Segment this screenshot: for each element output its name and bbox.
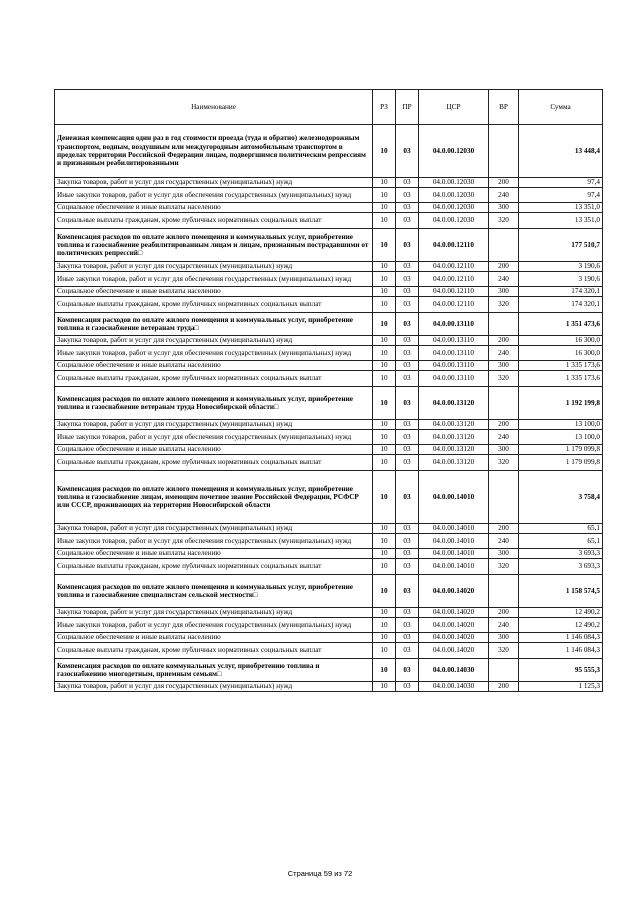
cell-vr: 300 [489,633,519,643]
cell-rz: 10 [373,633,396,643]
cell-name: Социальные выплаты гражданам, кроме публичных нормативных социальных выплат [55,371,373,387]
cell-pr: 03 [396,346,419,361]
cell-sum: 16 300,0 [519,346,603,361]
cell-vr: 200 [489,262,519,272]
cell-vr: 200 [489,608,519,618]
cell-sum: 1 146 084,3 [519,643,603,659]
cell-rz: 10 [373,643,396,659]
document-page [54,89,602,692]
cell-name: Компенсация расходов по оплате жилого помещения и коммунальных услуг, приобретение топлива и газоснабжение ветеранам труда□ [55,313,373,336]
header-csr: ЦСР [419,90,489,125]
table-row [55,272,603,287]
cell-sum: 1 158 574,5 [519,575,603,608]
cell-sum: 13 351,0 [519,203,603,213]
cell-rz: 10 [373,188,396,203]
cell-csr: 04.0.00.14020 [419,633,489,643]
cell-vr [489,659,519,682]
cell-sum: 65,1 [519,524,603,534]
cell-csr: 04.0.00.14020 [419,643,489,659]
cell-pr: 03 [396,336,419,346]
cell-sum: 1 351 473,6 [519,313,603,336]
cell-sum: 95 555,3 [519,659,603,682]
table-row [55,534,603,549]
cell-vr: 320 [489,643,519,659]
cell-name: Социальные выплаты гражданам, кроме публичных нормативных социальных выплат [55,455,373,471]
cell-csr: 04.0.00.13120 [419,420,489,430]
cell-rz: 10 [373,229,396,262]
cell-pr: 03 [396,659,419,682]
cell-rz: 10 [373,371,396,387]
table-row-section [55,229,603,262]
cell-rz: 10 [373,430,396,445]
cell-vr: 200 [489,336,519,346]
cell-pr: 03 [396,643,419,659]
cell-rz: 10 [373,445,396,455]
table-row [55,262,603,272]
cell-sum: 13 448,4 [519,125,603,178]
cell-csr: 04.0.00.12030 [419,213,489,229]
table-row-section [55,659,603,682]
cell-sum: 13 100,0 [519,420,603,430]
cell-csr: 04.0.00.13110 [419,313,489,336]
cell-name: Социальные выплаты гражданам, кроме публичных нормативных социальных выплат [55,213,373,229]
cell-pr: 03 [396,387,419,420]
cell-rz: 10 [373,659,396,682]
table-row [55,420,603,430]
cell-pr: 03 [396,125,419,178]
cell-csr: 04.0.00.14010 [419,534,489,549]
cell-rz: 10 [373,125,396,178]
cell-sum: 1 125,3 [519,682,603,692]
cell-rz: 10 [373,313,396,336]
cell-pr: 03 [396,455,419,471]
cell-name: Социальное обеспечение и иные выплаты населению [55,549,373,559]
cell-csr: 04.0.00.13120 [419,445,489,455]
cell-name: Иные закупки товаров, работ и услуг для обеспечения государственных (муниципальных) нужд [55,430,373,445]
cell-name: Социальные выплаты гражданам, кроме публичных нормативных социальных выплат [55,643,373,659]
cell-vr: 320 [489,213,519,229]
cell-sum: 1 192 199,8 [519,387,603,420]
cell-vr: 240 [489,188,519,203]
table-row [55,524,603,534]
cell-csr: 04.0.00.12110 [419,297,489,313]
cell-sum: 3 190,6 [519,262,603,272]
cell-vr: 240 [489,430,519,445]
table-row [55,643,603,659]
cell-vr: 240 [489,346,519,361]
table-row [55,445,603,455]
cell-rz: 10 [373,336,396,346]
cell-csr: 04.0.00.14010 [419,559,489,575]
cell-name: Закупка товаров, работ и услуг для государственных (муниципальных) нужд [55,608,373,618]
table-row [55,213,603,229]
cell-csr: 04.0.00.14030 [419,659,489,682]
cell-name: Социальные выплаты гражданам, кроме публичных нормативных социальных выплат [55,297,373,313]
cell-name: Компенсация расходов по оплате жилого помещения и коммунальных услуг, приобретение топлива и газоснабжение реабилитированным лицам и лицам, признанным пострадавшими от политических репрессий□ [55,229,373,262]
cell-name: Денежная компенсация один раз в год стоимости проезда (туда и обратно) железнодорожным транспортом, водным, воздушным или междугородным автомобильным транспортом в пределах территории Российской Федерации лицам, подвергшимся политическим репрессиям и признанным реабилитированными [55,125,373,178]
cell-rz: 10 [373,608,396,618]
cell-csr: 04.0.00.13120 [419,387,489,420]
table-row [55,633,603,643]
header-vr: ВР [489,90,519,125]
header-rz: РЗ [373,90,396,125]
cell-sum: 174 320,1 [519,297,603,313]
cell-rz: 10 [373,346,396,361]
cell-vr: 300 [489,203,519,213]
table-row [55,203,603,213]
cell-vr [489,125,519,178]
cell-pr: 03 [396,682,419,692]
page-footer: Страница 59 из 72 [287,869,353,878]
cell-name: Закупка товаров, работ и услуг для государственных (муниципальных) нужд [55,178,373,188]
cell-pr: 03 [396,575,419,608]
table-row-section [55,313,603,336]
cell-pr: 03 [396,361,419,371]
table-row [55,455,603,471]
cell-rz: 10 [373,272,396,287]
header-name: Наименование [55,90,373,125]
table-row [55,346,603,361]
cell-pr: 03 [396,371,419,387]
cell-vr: 240 [489,534,519,549]
cell-vr: 240 [489,618,519,633]
cell-csr: 04.0.00.12030 [419,178,489,188]
cell-sum: 1 146 084,3 [519,633,603,643]
cell-csr: 04.0.00.12110 [419,287,489,297]
table-header-row [55,90,603,125]
table-row-section [55,575,603,608]
cell-name: Иные закупки товаров, работ и услуг для обеспечения государственных (муниципальных) нужд [55,346,373,361]
cell-vr: 200 [489,524,519,534]
cell-name: Социальное обеспечение и иные выплаты населению [55,203,373,213]
cell-csr: 04.0.00.14010 [419,471,489,524]
cell-pr: 03 [396,430,419,445]
cell-rz: 10 [373,287,396,297]
cell-sum: 3 190,6 [519,272,603,287]
cell-csr: 04.0.00.12030 [419,125,489,178]
cell-pr: 03 [396,313,419,336]
cell-sum: 174 320,1 [519,287,603,297]
table-row [55,336,603,346]
table-row [55,297,603,313]
table-row [55,188,603,203]
table-row [55,608,603,618]
cell-csr: 04.0.00.14020 [419,618,489,633]
table-row [55,618,603,633]
table-row [55,287,603,297]
cell-vr [489,229,519,262]
cell-sum: 1 335 173,6 [519,361,603,371]
cell-csr: 04.0.00.14010 [419,549,489,559]
cell-csr: 04.0.00.12030 [419,188,489,203]
cell-name: Закупка товаров, работ и услуг для государственных (муниципальных) нужд [55,524,373,534]
cell-name: Закупка товаров, работ и услуг для государственных (муниципальных) нужд [55,682,373,692]
cell-rz: 10 [373,618,396,633]
cell-csr: 04.0.00.12030 [419,203,489,213]
cell-csr: 04.0.00.13120 [419,455,489,471]
cell-pr: 03 [396,213,419,229]
cell-vr [489,313,519,336]
cell-name: Социальное обеспечение и иные выплаты населению [55,633,373,643]
cell-pr: 03 [396,445,419,455]
table-row [55,559,603,575]
cell-pr: 03 [396,272,419,287]
cell-vr: 300 [489,549,519,559]
cell-sum: 1 179 099,8 [519,455,603,471]
cell-rz: 10 [373,524,396,534]
cell-name: Социальное обеспечение и иные выплаты населению [55,287,373,297]
cell-csr: 04.0.00.13110 [419,361,489,371]
cell-sum: 3 693,3 [519,559,603,575]
cell-csr: 04.0.00.14010 [419,524,489,534]
cell-sum: 12 490,2 [519,608,603,618]
cell-pr: 03 [396,524,419,534]
cell-vr [489,387,519,420]
cell-vr: 320 [489,455,519,471]
table-row [55,430,603,445]
cell-sum: 97,4 [519,188,603,203]
cell-rz: 10 [373,387,396,420]
cell-vr: 320 [489,297,519,313]
cell-pr: 03 [396,297,419,313]
cell-pr: 03 [396,262,419,272]
table-body [55,125,603,692]
cell-pr: 03 [396,287,419,297]
table-row-section [55,125,603,178]
table-row-section [55,387,603,420]
cell-csr: 04.0.00.13110 [419,371,489,387]
cell-vr: 200 [489,682,519,692]
cell-csr: 04.0.00.14020 [419,575,489,608]
table-row [55,371,603,387]
cell-vr: 240 [489,272,519,287]
cell-pr: 03 [396,203,419,213]
cell-name: Компенсация расходов по оплате жилого помещения и коммунальных услуг, приобретение топлива и газоснабжение ветеранам труда Новосибирской области□ [55,387,373,420]
cell-rz: 10 [373,682,396,692]
cell-vr: 300 [489,445,519,455]
cell-csr: 04.0.00.13110 [419,336,489,346]
cell-rz: 10 [373,297,396,313]
cell-vr [489,575,519,608]
cell-vr: 300 [489,287,519,297]
cell-rz: 10 [373,471,396,524]
cell-rz: 10 [373,559,396,575]
table-row [55,549,603,559]
cell-pr: 03 [396,534,419,549]
cell-name: Компенсация расходов по оплате жилого помещения и коммунальных услуг, приобретение топлива и газоснабжение специалистам сельской местности□ [55,575,373,608]
cell-pr: 03 [396,608,419,618]
cell-name: Иные закупки товаров, работ и услуг для обеспечения государственных (муниципальных) нужд [55,272,373,287]
cell-pr: 03 [396,618,419,633]
cell-pr: 03 [396,229,419,262]
cell-pr: 03 [396,549,419,559]
cell-name: Компенсация расходов по оплате жилого помещения и коммунальных услуг, приобретение топлива и газоснабжение лицам, имеющим почетное звание Российской Федерации, РСФСР или СССР, проживающих на территории Новосибирской области [55,471,373,524]
cell-sum: 16 300,0 [519,336,603,346]
budget-table [54,89,603,692]
cell-vr: 320 [489,559,519,575]
cell-vr: 200 [489,420,519,430]
cell-pr: 03 [396,420,419,430]
table-row [55,682,603,692]
cell-rz: 10 [373,361,396,371]
cell-rz: 10 [373,178,396,188]
cell-rz: 10 [373,455,396,471]
cell-rz: 10 [373,575,396,608]
cell-sum: 13 100,0 [519,430,603,445]
cell-rz: 10 [373,213,396,229]
table-row-section [55,471,603,524]
cell-sum: 97,4 [519,178,603,188]
cell-sum: 3 758,4 [519,471,603,524]
cell-csr: 04.0.00.13110 [419,346,489,361]
cell-rz: 10 [373,262,396,272]
cell-rz: 10 [373,549,396,559]
cell-name: Иные закупки товаров, работ и услуг для обеспечения государственных (муниципальных) нужд [55,534,373,549]
cell-csr: 04.0.00.14020 [419,608,489,618]
cell-pr: 03 [396,188,419,203]
cell-pr: 03 [396,178,419,188]
cell-vr [489,471,519,524]
cell-rz: 10 [373,420,396,430]
cell-sum: 65,1 [519,534,603,549]
cell-csr: 04.0.00.12110 [419,229,489,262]
cell-name: Иные закупки товаров, работ и услуг для обеспечения государственных (муниципальных) нужд [55,618,373,633]
cell-sum: 3 693,3 [519,549,603,559]
cell-vr: 300 [489,361,519,371]
cell-csr: 04.0.00.13120 [419,430,489,445]
cell-sum: 177 510,7 [519,229,603,262]
cell-name: Закупка товаров, работ и услуг для государственных (муниципальных) нужд [55,420,373,430]
table-row [55,178,603,188]
cell-name: Социальное обеспечение и иные выплаты населению [55,361,373,371]
cell-sum: 12 490,2 [519,618,603,633]
cell-csr: 04.0.00.14030 [419,682,489,692]
cell-rz: 10 [373,534,396,549]
cell-name: Социальное обеспечение и иные выплаты населению [55,445,373,455]
cell-name: Иные закупки товаров, работ и услуг для обеспечения государственных (муниципальных) нужд [55,188,373,203]
cell-name: Закупка товаров, работ и услуг для государственных (муниципальных) нужд [55,336,373,346]
cell-sum: 1 179 099,8 [519,445,603,455]
cell-vr: 320 [489,371,519,387]
cell-csr: 04.0.00.12110 [419,272,489,287]
cell-pr: 03 [396,471,419,524]
table-row [55,361,603,371]
header-sum: Сумма [519,90,603,125]
header-pr: ПР [396,90,419,125]
cell-vr: 200 [489,178,519,188]
cell-name: Закупка товаров, работ и услуг для государственных (муниципальных) нужд [55,262,373,272]
cell-name: Компенсация расходов по оплате коммунальных услуг, приобретению топлива и газоснабжению многодетным, приемным семьям□ [55,659,373,682]
cell-csr: 04.0.00.12110 [419,262,489,272]
cell-name: Социальные выплаты гражданам, кроме публичных нормативных социальных выплат [55,559,373,575]
cell-sum: 1 335 173,6 [519,371,603,387]
cell-pr: 03 [396,633,419,643]
cell-rz: 10 [373,203,396,213]
cell-sum: 13 351,0 [519,213,603,229]
cell-pr: 03 [396,559,419,575]
